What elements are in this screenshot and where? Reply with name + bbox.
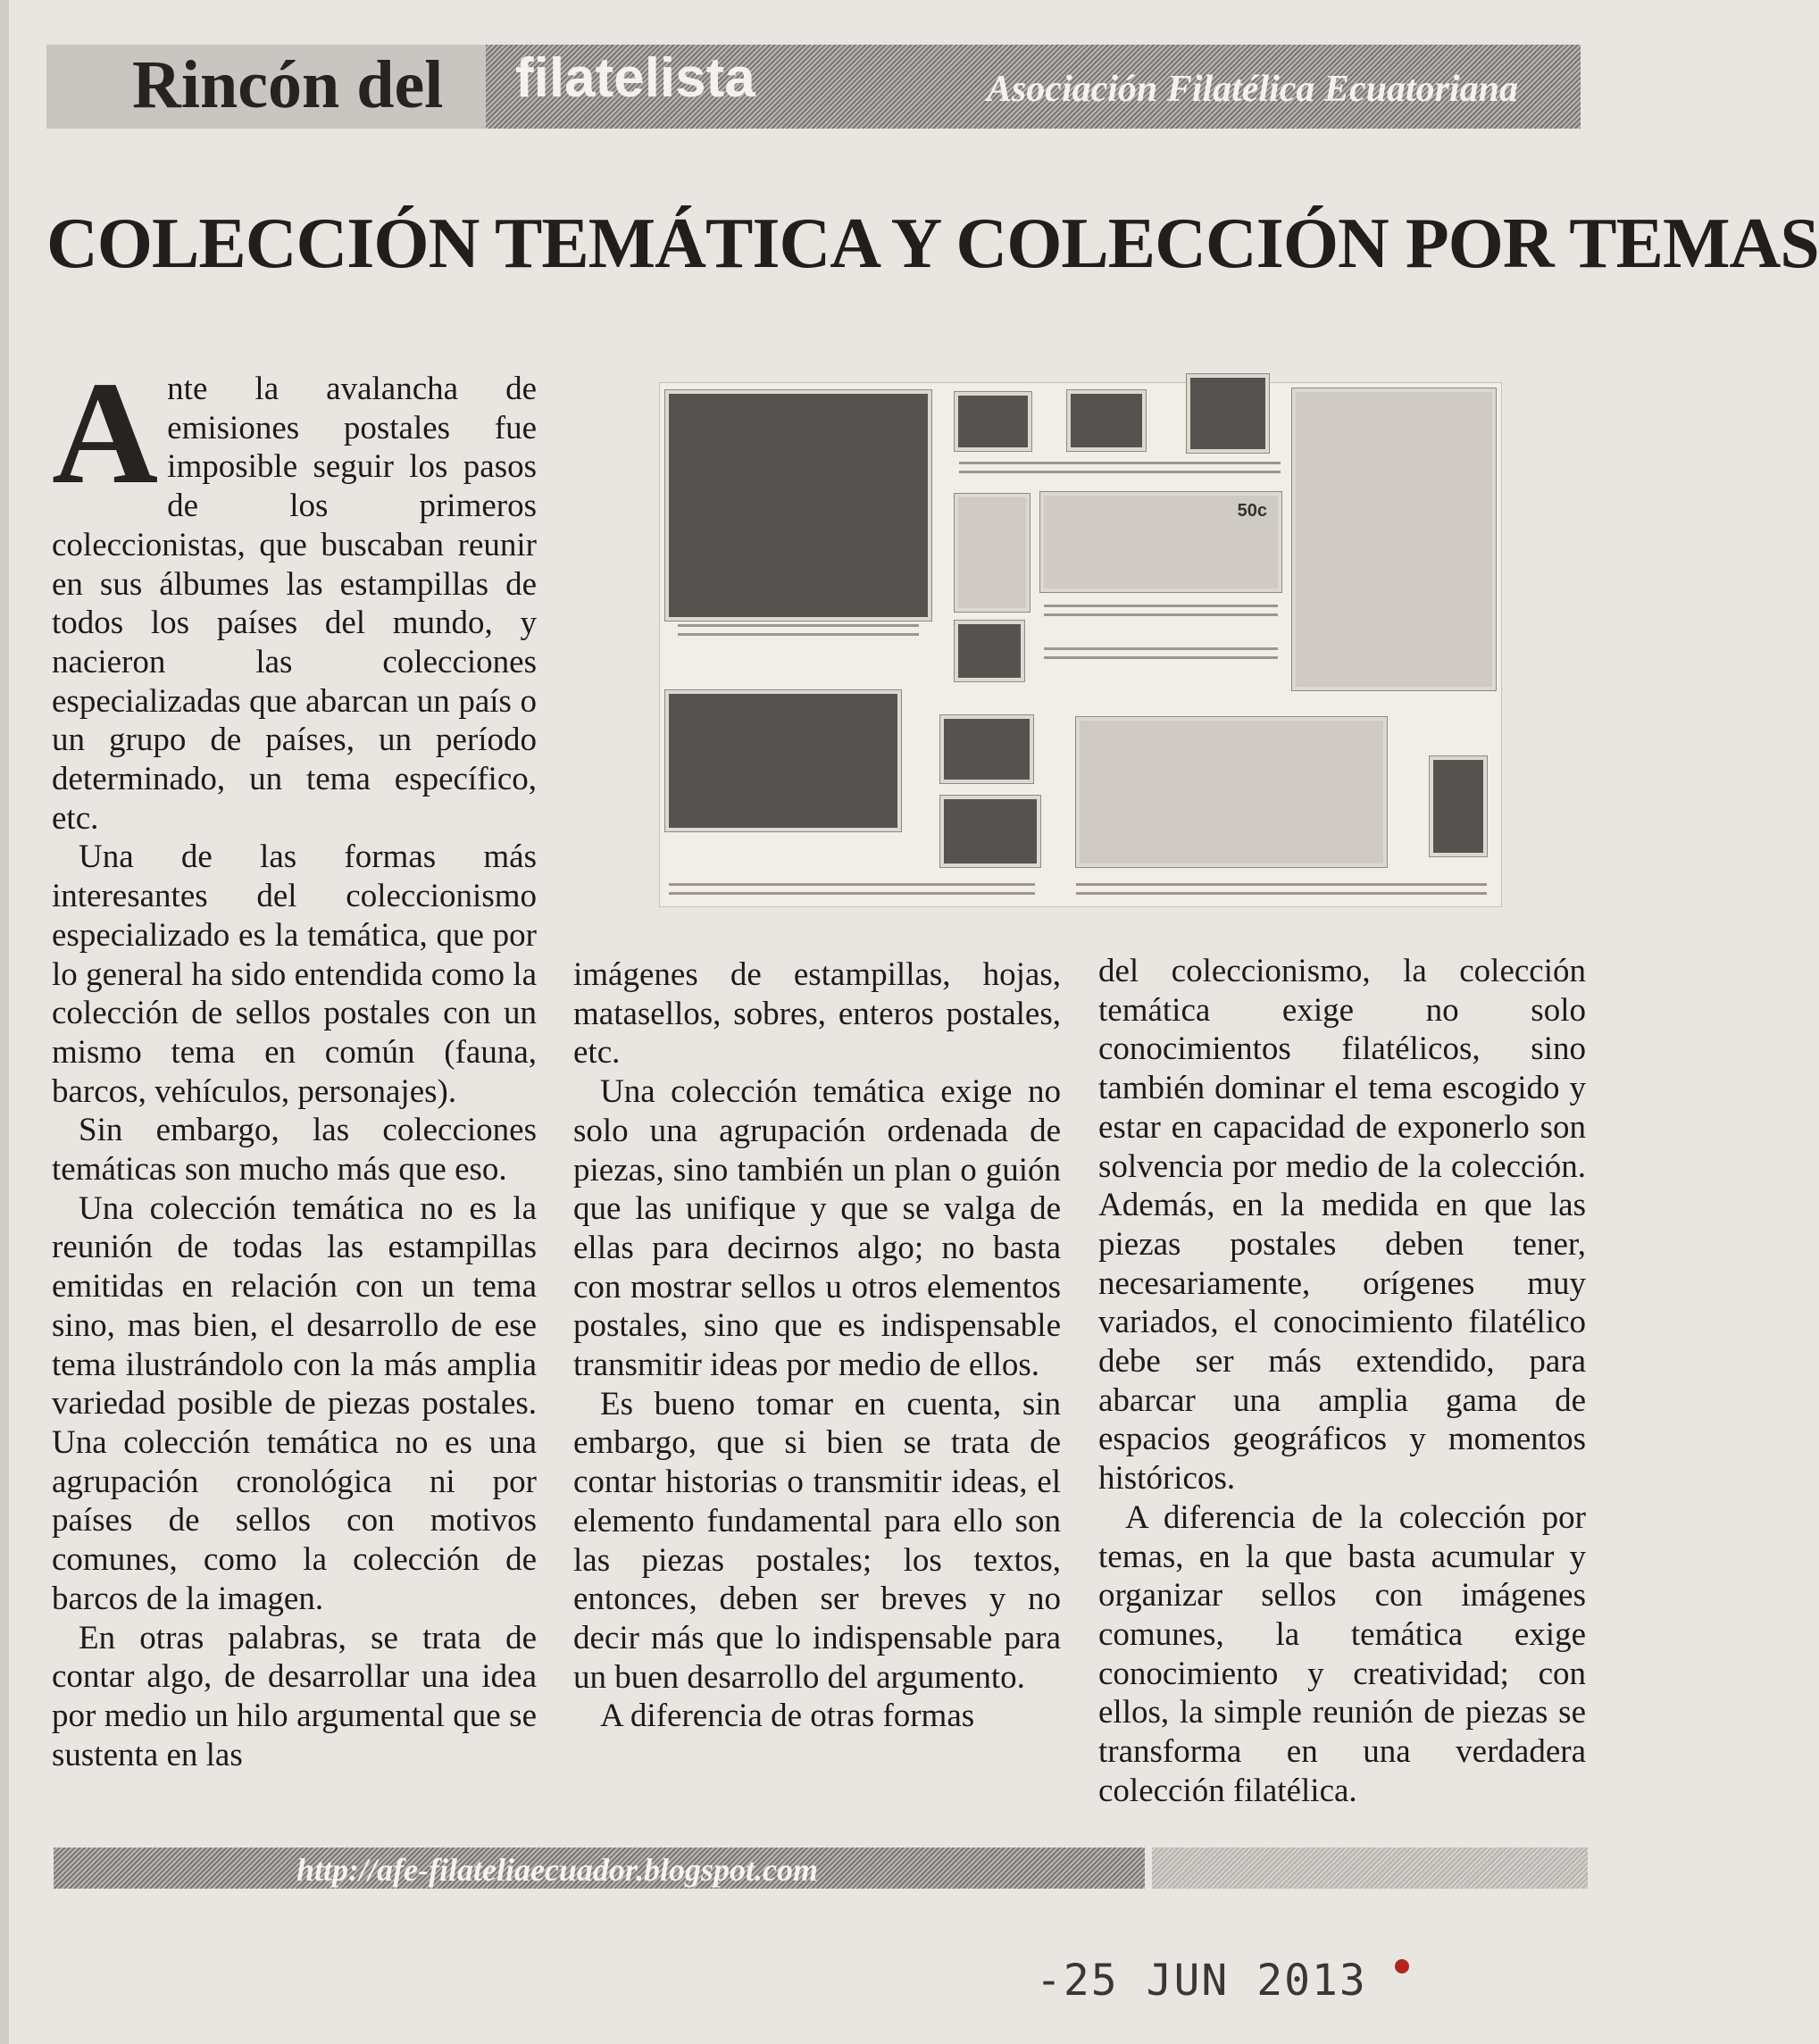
postcard-image [1040, 492, 1281, 592]
cover-envelope-image [665, 390, 931, 621]
column-1 [52, 351, 537, 1774]
paragraph: A diferencia de la colección por temas, en la que basta acumular y organizar sellos con imágenes comunes, la temática exige conocimiento y creatividad; con ellos, la simple reunión de piezas se transforma en una verdadera colección filatélica. [1098, 1498, 1586, 1809]
paragraph: Una colección temática exige no solo una agrupación ordenada de piezas, sino también un plan o guión que las unifique y que se valga de ellas para decirnos algo; no basta con mostrar sellos u otros elementos postales, sino que es indispensable transmitir ideas por medio de ellos. [573, 1073, 1061, 1384]
stamp-image [940, 796, 1040, 867]
caption-line [959, 471, 1281, 473]
section-name: Rincón del [132, 47, 444, 122]
paragraph: En otras palabras, se trata de contar algo, de desarrollar una idea por medio un hilo argumental que se sustenta en las [52, 1619, 537, 1773]
stamp-collection-image [659, 382, 1502, 907]
stamp-image [955, 621, 1024, 681]
blog-url: http://afe-filateliaecuador.blogspot.com [296, 1852, 818, 1888]
stamp-value: 50c [1237, 501, 1267, 521]
caption-line [669, 892, 1035, 895]
stamp-image [1430, 756, 1487, 856]
scan-edge [0, 0, 9, 2044]
section-name-highlight: filatelista [515, 47, 755, 109]
section-header [46, 45, 1581, 129]
drop-cap: A [52, 351, 159, 514]
caption-line [1076, 892, 1487, 895]
paragraph: A diferencia de otras formas [600, 1698, 975, 1735]
footer-hatch-strip [1152, 1848, 1588, 1889]
paragraph: Una de las formas más interesantes del coleccionismo especializado es la temática, que por lo general ha sido entendida como la colección de sellos postales con un mismo tema en común (fauna, barcos, vehículos, personajes). [52, 838, 537, 1110]
envelope-image [1076, 717, 1387, 867]
association-name: Asociación Filatélica Ecuatoriana [986, 69, 1518, 110]
caption-line [1044, 656, 1278, 659]
letter-image [1292, 388, 1496, 690]
stamp-image [1067, 390, 1146, 451]
caption-line [669, 883, 1035, 886]
caption-line [959, 462, 1281, 464]
paragraph: Sin embargo, las colecciones temáticas son mucho más que eso. [52, 1112, 537, 1189]
caption-line [1044, 613, 1278, 616]
stamp-image [955, 392, 1031, 451]
stamp-image [1187, 374, 1269, 453]
caption-line [678, 633, 919, 636]
paragraph: Una colección temática no es la reunión de todas las estampillas emitidas en relación con un tema sino, mas bien, el desarrollo de ese tema ilustrándolo con la más amplia variedad posible de piezas postales. Una colección temática no es una agrupación cronológica ni por países de sellos con motivos comunes, como la colección de barcos de la imagen. [52, 1189, 537, 1617]
article-title: COLECCIÓN TEMÁTICA Y COLECCIÓN POR TEMAS [46, 204, 1819, 283]
red-dot-mark [1395, 1959, 1409, 1973]
paragraph-text: nte la avalancha de emisiones postales fue imposible seguir los pasos de los primeros coleccionistas, que buscaban reunir en sus álbumes las estampillas de todos los países del mundo, y nacieron las colecciones especializadas que abarcan un país o un grupo de países, un período determinado, un tema específico, etc. [52, 371, 537, 837]
caption-line [678, 624, 919, 627]
caption-line [1076, 883, 1487, 886]
column-2 [573, 955, 1061, 1736]
column-3 [1098, 952, 1586, 1810]
footer-url-bar [54, 1848, 1145, 1889]
postal-card-image [665, 690, 901, 831]
paragraph: Es bueno tomar en cuenta, sin embargo, que si bien se trata de contar historias o transmitir ideas, el elemento fundamental para ello son las piezas postales; los textos, entonces, deben ser breves y no decir más que lo indispensable para un buen desarrollo del argumento. [573, 1385, 1061, 1696]
caption-line [1044, 647, 1278, 650]
paragraph [52, 351, 537, 838]
stamp-image [940, 715, 1033, 783]
stamp-pair-image [955, 494, 1030, 612]
paragraph: del coleccionismo, la colección temática exige no solo conocimientos filatélicos, sino también dominar el tema escogido y estar en capacidad de exponerlo son solvencia por medio de la colección. Además, en la medida en que las piezas postales deben tener, necesariamente, orígenes muy variados, el conocimiento filatélico debe ser más extendido, para abarcar una amplia gama de espacios geográficos y momentos históricos. [1098, 953, 1586, 1498]
paragraph: imágenes de estampillas, hojas, matasellos, sobres, enteros postales, etc. [573, 956, 1061, 1072]
date-stamp: -25 JUN 2013 [1036, 1956, 1367, 2006]
caption-line [1044, 605, 1278, 607]
